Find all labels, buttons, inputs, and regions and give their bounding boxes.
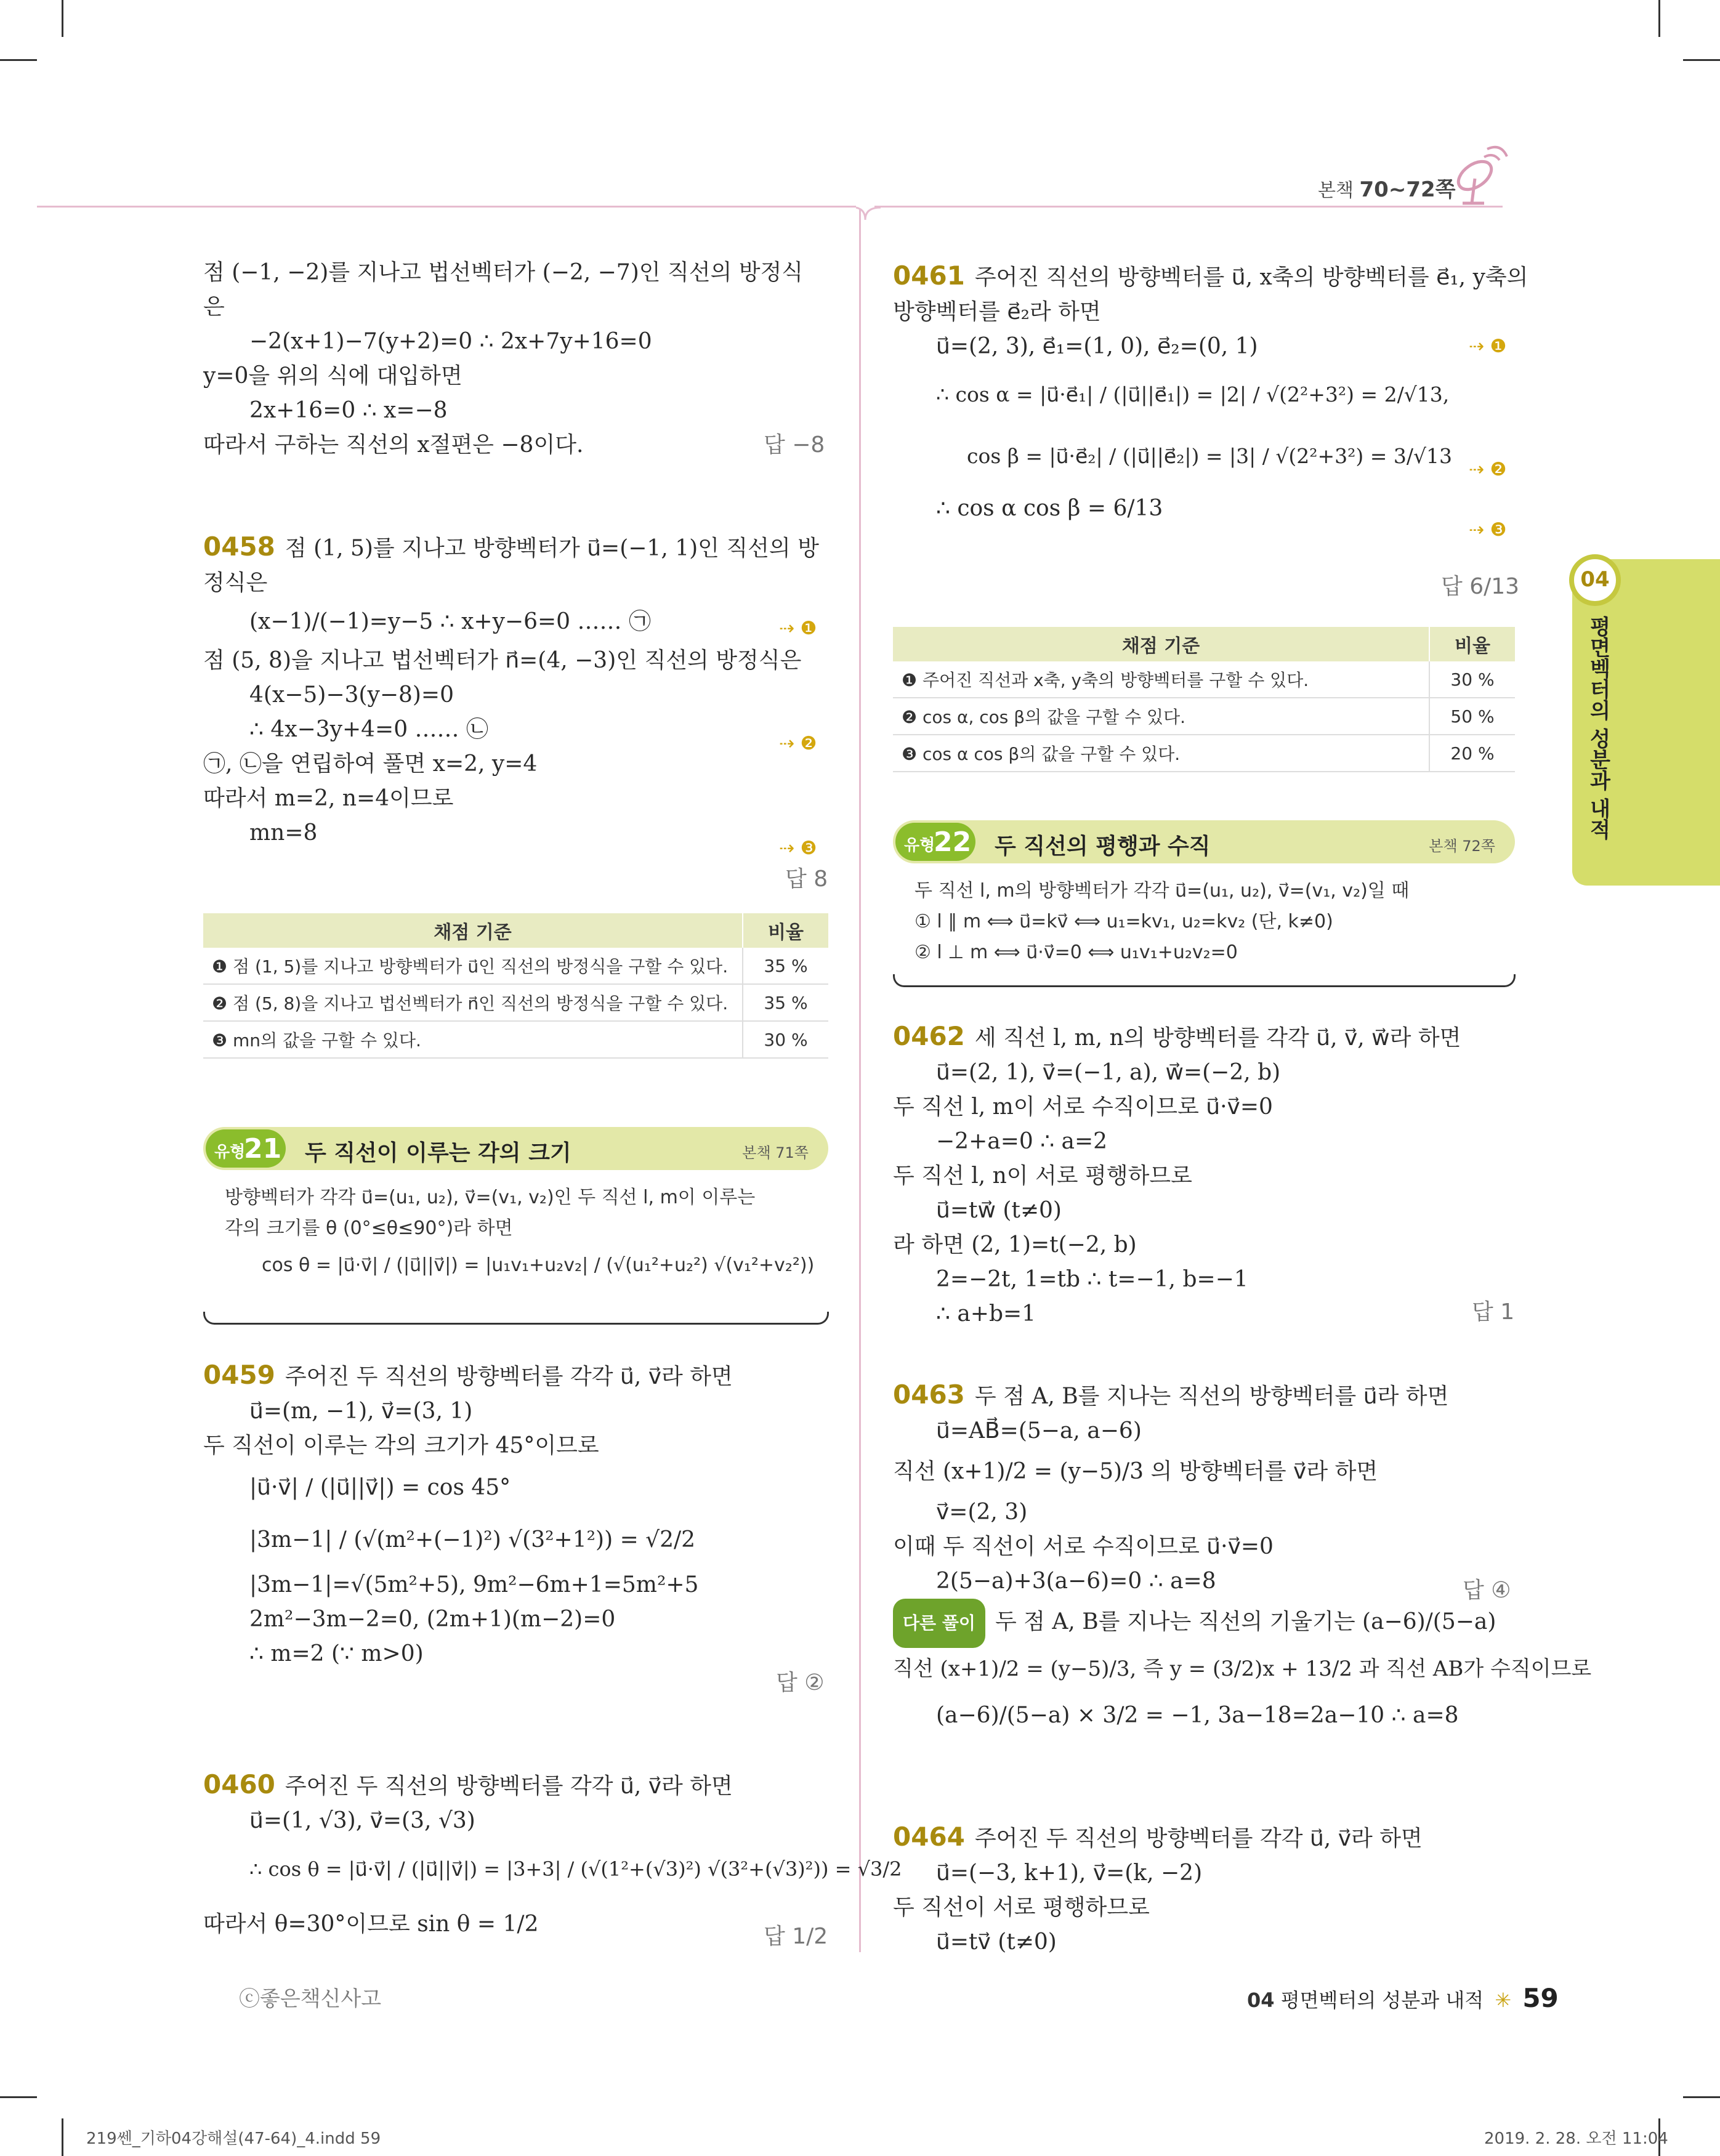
text-line: 점 (5, 8)을 지나고 법선벡터가 n⃗=(4, −3)인 직선의 방정식은 — [203, 648, 802, 673]
text-line: 따라서 m=2, n=4이므로 — [203, 786, 454, 811]
text-line: −2(x+1)−7(y+2)=0 ∴ 2x+7y+16=0 — [249, 329, 652, 354]
table-row — [203, 948, 828, 984]
type-badge-label: 유형 — [214, 1143, 246, 1161]
text-line: 두 직선이 이루는 각의 크기가 45°이므로 — [203, 1433, 599, 1458]
text-line: 두 직선이 서로 평행하므로 — [893, 1895, 1150, 1920]
footer-chapter-number: 04 — [1247, 1988, 1275, 2012]
table-cell: 35 % — [743, 948, 828, 984]
text-line: 세 직선 l, m, n의 방향벡터를 각각 u⃗, v⃗, w⃗라 하면 — [974, 1025, 1461, 1051]
text-line: 점 (1, 5)를 지나고 방향벡터가 u⃗=(−1, 1)인 직선의 방 — [285, 536, 819, 561]
formula-line: ∴ cos α = |u⃗·e⃗₁| / (|u⃗||e⃗₁|) = |2| / √(2²+3²) = 2/√13, — [936, 382, 1450, 406]
formula-line: ∴ cos α cos β = 6/13 — [936, 496, 1163, 521]
text-line: 2=−2t, 1=tb ∴ t=−1, b=−1 — [936, 1267, 1248, 1292]
text-line: 방향벡터를 e⃗₂라 하면 — [893, 299, 1101, 325]
formula-line: cos θ = |u⃗·v⃗| / (|u⃗||v⃗|) = |u₁v₁+u₂v₂| / (√(u₁²+u₂²) √(v₁²+v₂²)) — [262, 1254, 815, 1276]
text-line: ② l ⊥ m ⟺ u⃗·v⃗=0 ⟺ u₁v₁+u₂v₂=0 — [915, 942, 1238, 963]
text-line: mn=8 — [249, 820, 318, 846]
type-21-summary — [225, 1182, 814, 1281]
text-line: ∴ m=2 (∵ m>0) — [249, 1641, 424, 1666]
text-line: 주어진 두 직선의 방향벡터를 각각 u⃗, v⃗라 하면 — [285, 1774, 733, 1799]
formula-line: |3m−1| / (√(m²+(−1)²) √(3²+1²)) = √2/2 — [249, 1527, 696, 1552]
type-badge-number: 22 — [934, 826, 972, 858]
crop-mark — [62, 0, 63, 37]
text-line: 점 (−1, −2)를 지나고 법선벡터가 (−2, −7)인 직선의 방정식 — [203, 260, 804, 285]
crop-mark — [0, 59, 37, 61]
table-cell: 30 % — [1429, 661, 1515, 698]
table-cell: ❶ 주어진 직선과 x축, y축의 방향벡터를 구할 수 있다. — [893, 661, 1429, 698]
text-line: 2(5−a)+3(a−6)=0 ∴ a=8 — [936, 1569, 1216, 1594]
slug-date: 2019. 2. 28. 오전 11:04 — [1484, 2130, 1668, 2148]
text-line: 2x+16=0 ∴ x=−8 — [249, 398, 448, 423]
answer-label: 답 1/2 — [764, 1924, 828, 1949]
text-line: 두 점 A, B를 지나는 직선의 방향벡터를 u⃗라 하면 — [974, 1384, 1449, 1409]
text-line: 주어진 두 직선의 방향벡터를 각각 u⃗, v⃗라 하면 — [974, 1826, 1423, 1851]
alt-solution-badge: 다른 풀이 — [893, 1599, 985, 1648]
text-line: 정식은 — [203, 570, 268, 596]
text-line: ㉠, ㉡을 연립하여 풀면 x=2, y=4 — [203, 751, 538, 777]
problem-number: 0459 — [203, 1360, 275, 1390]
problem-0464 — [893, 1820, 1423, 1960]
text-line: y=0을 위의 식에 대입하면 — [203, 363, 462, 389]
formula-line: cos β = |u⃗·e⃗₂| / (|u⃗||e⃗₂|) = |3| / √(2²+3²) = 3/√13 — [967, 444, 1453, 468]
text-line: 따라서 구하는 직선의 x절편은 −8이다. — [203, 432, 584, 458]
text-line: ∴ 4x−3y+4=0 …… ㉡ — [249, 717, 488, 742]
text-line: ∴ a+b=1 — [936, 1301, 1036, 1326]
crop-mark — [62, 2118, 63, 2156]
text-line: u⃗=(2, 1), v⃗=(−1, a), w⃗=(−2, b) — [936, 1060, 1281, 1085]
answer-label: 답 −8 — [764, 432, 825, 458]
left-top-solution — [203, 256, 803, 462]
table-header: 비율 — [1429, 627, 1515, 661]
formula-line: (a−6)/(5−a) × 3/2 = −1, 3a−18=2a−10 ∴ a=8 — [936, 1703, 1459, 1728]
text-line: 라 하면 (2, 1)=t(−2, b) — [893, 1232, 1137, 1258]
formula-line: ∴ cos θ = |u⃗·v⃗| / (|u⃗||v⃗|) = |3+3| / (√(1²+(√3)²) √(3²+(√3)²)) = √3/2 — [249, 1857, 902, 1881]
text-line: v⃗=(2, 3) — [936, 1500, 1028, 1525]
star-icon: ✳ — [1495, 1988, 1512, 2012]
text-line: 따라서 θ=30°이므로 sin θ = 1/2 — [203, 1912, 539, 1937]
step-marker: ⇢ ❸ — [1469, 519, 1507, 541]
text-line: u⃗=(2, 3), e⃗₁=(1, 0), e⃗₂=(0, 1) — [936, 334, 1258, 359]
type-badge-number: 21 — [244, 1133, 282, 1165]
type-22-banner — [893, 820, 1515, 863]
formula-line: |u⃗·v⃗| / (|u⃗||v⃗|) = cos 45° — [249, 1475, 511, 1500]
text-line: 두 직선 l, m의 방향벡터가 각각 u⃗=(u₁, u₂), v⃗=(v₁, v₂)일 때 — [915, 880, 1410, 902]
problem-number: 0458 — [203, 531, 275, 562]
problem-0462 — [893, 1019, 1461, 1331]
text-line: 이때 두 직선이 서로 수직이므로 u⃗·v⃗=0 — [893, 1534, 1274, 1559]
header-rule — [874, 206, 1503, 208]
type-page-ref: 본책 72쪽 — [1429, 838, 1495, 855]
page-number: 59 — [1522, 1983, 1559, 2013]
text-line: 은 — [203, 294, 225, 320]
table-cell: ❷ cos α, cos β의 값을 구할 수 있다. — [893, 698, 1429, 735]
step-marker: ⇢ ❸ — [779, 838, 817, 859]
step-marker: ⇢ ❷ — [779, 733, 817, 754]
column-divider — [859, 209, 861, 1952]
header-rule — [37, 206, 856, 208]
answer-label: 답 1 — [1472, 1299, 1515, 1325]
type-22-summary — [915, 876, 1409, 968]
text-line: |3m−1|=√(5m²+5), 9m²−6m+1=5m²+5 — [249, 1572, 699, 1597]
satellite-icon — [1447, 142, 1509, 209]
type-badge-label: 유형 — [904, 836, 935, 855]
box-bottom-line — [893, 974, 1516, 987]
slug-file: 219쎈_기하04강해설(47-64)_4.indd 59 — [86, 2130, 381, 2148]
chapter-badge: 04 — [1569, 554, 1621, 606]
copyright: ⓒ좋은책신사고 — [239, 1987, 382, 2011]
formula-line: 직선 (x+1)/2 = (y−5)/3 의 방향벡터를 v⃗라 하면 — [893, 1459, 1378, 1484]
type-21-banner — [203, 1127, 828, 1170]
step-marker: ⇢ ❶ — [1469, 336, 1507, 357]
formula-line: 직선 (x+1)/2 = (y−5)/3, 즉 y = (3/2)x + 13/2 과 직선 AB가 수직이므로 — [893, 1657, 1592, 1681]
crop-mark — [0, 2096, 37, 2098]
crop-mark — [1683, 2096, 1720, 2098]
crop-mark — [1658, 0, 1660, 37]
step-marker: ⇢ ❶ — [779, 618, 817, 639]
table-cell: 20 % — [1429, 735, 1515, 772]
text-line: ① l ∥ m ⟺ u⃗=kv⃗ ⟺ u₁=kv₁, u₂=kv₂ (단, k≠0) — [915, 911, 1333, 932]
text-line: (x−1)/(−1)=y−5 ∴ x+y−6=0 …… ㉠ — [249, 609, 651, 634]
step-marker: ⇢ ❷ — [1469, 459, 1507, 480]
problem-number: 0462 — [893, 1021, 965, 1051]
header-ref-label: 본책 — [1318, 180, 1354, 201]
text-line: 주어진 두 직선의 방향벡터를 각각 u⃗, v⃗라 하면 — [285, 1364, 733, 1389]
problem-number: 0461 — [893, 260, 965, 291]
table-header: 비율 — [743, 913, 828, 948]
type-page-ref: 본책 71쪽 — [742, 1144, 809, 1161]
table-header: 채점 기준 — [203, 913, 743, 948]
table-row — [203, 984, 828, 1021]
table-cell: 30 % — [743, 1021, 828, 1058]
table-row — [893, 661, 1515, 698]
text-line: 방향벡터가 각각 u⃗=(u₁, u₂), v⃗=(v₁, v₂)인 두 직선 l, m이 이루는 — [225, 1187, 756, 1208]
text-line: 2m²−3m−2=0, (2m+1)(m−2)=0 — [249, 1607, 616, 1632]
header-page-ref — [1318, 172, 1455, 203]
answer-label: 답 6/13 — [1441, 574, 1520, 599]
problem-0463 — [893, 1378, 1591, 1739]
table-cell: ❸ cos α cos β의 값을 구할 수 있다. — [893, 735, 1429, 772]
column-divider-curve — [850, 197, 887, 222]
text-line: u⃗=(−3, k+1), v⃗=(k, −2) — [936, 1860, 1203, 1886]
crop-mark — [1683, 59, 1720, 61]
problem-0459 — [203, 1358, 733, 1671]
scoring-table-0458 — [203, 913, 828, 1059]
chapter-side-title: 평면벡터의 성분과 내적 — [1586, 616, 1610, 840]
table-row — [203, 1021, 828, 1058]
text-line: u⃗=AB⃗=(5−a, a−6) — [936, 1418, 1142, 1443]
problem-number: 0464 — [893, 1822, 965, 1852]
text-line: 주어진 직선의 방향벡터를 u⃗, x축의 방향벡터를 e⃗₁, y축의 — [974, 265, 1528, 290]
problem-0458 — [203, 530, 819, 850]
type-badge — [206, 1129, 286, 1168]
table-cell: 35 % — [743, 984, 828, 1021]
text-line: u⃗=(1, √3), v⃗=(3, √3) — [249, 1808, 475, 1833]
table-cell: 50 % — [1429, 698, 1515, 735]
text-line: u⃗=tw⃗ (t≠0) — [936, 1198, 1062, 1223]
table-cell: ❷ 점 (5, 8)을 지나고 법선벡터가 n⃗인 직선의 방정식을 구할 수 있다. — [203, 984, 743, 1021]
problem-number: 0460 — [203, 1769, 275, 1799]
table-cell: ❶ 점 (1, 5)를 지나고 방향벡터가 u⃗인 직선의 방정식을 구할 수 있다. — [203, 948, 743, 984]
problem-number: 0463 — [893, 1379, 965, 1410]
type-title: 두 직선이 이루는 각의 크기 — [305, 1141, 571, 1166]
footer-chapter-title: 평면벡터의 성분과 내적 — [1280, 1988, 1484, 2012]
answer-label: 답 ④ — [1463, 1578, 1511, 1603]
text-line: 각의 크기를 θ (0°≤θ≤90°)라 하면 — [225, 1217, 513, 1239]
type-title: 두 직선의 평행과 수직 — [995, 834, 1211, 859]
table-cell: ❸ mn의 값을 구할 수 있다. — [203, 1021, 743, 1058]
text-line: 4(x−5)−3(y−8)=0 — [249, 682, 454, 708]
table-row — [893, 735, 1515, 772]
page-footer — [1247, 1983, 1559, 2013]
table-row — [893, 698, 1515, 735]
problem-0461 — [893, 259, 1528, 530]
answer-label: 답 8 — [785, 866, 828, 892]
text-line: u⃗=(m, −1), v⃗=(3, 1) — [249, 1399, 473, 1424]
text-line: 두 점 A, B를 지나는 직선의 기울기는 (a−6)/(5−a) — [995, 1609, 1496, 1634]
text-line: −2+a=0 ∴ a=2 — [936, 1129, 1108, 1154]
type-badge — [895, 823, 975, 861]
box-bottom-line — [203, 1312, 829, 1325]
text-line: 두 직선 l, m이 서로 수직이므로 u⃗·v⃗=0 — [893, 1094, 1273, 1120]
text-line: 두 직선 l, n이 서로 평행하므로 — [893, 1163, 1192, 1189]
text-line: u⃗=tv⃗ (t≠0) — [936, 1929, 1057, 1955]
header-ref-pages: 70~72쪽 — [1359, 177, 1456, 202]
table-header: 채점 기준 — [893, 627, 1429, 661]
scoring-table-0461 — [893, 627, 1515, 772]
answer-label: 답 ② — [776, 1670, 825, 1695]
